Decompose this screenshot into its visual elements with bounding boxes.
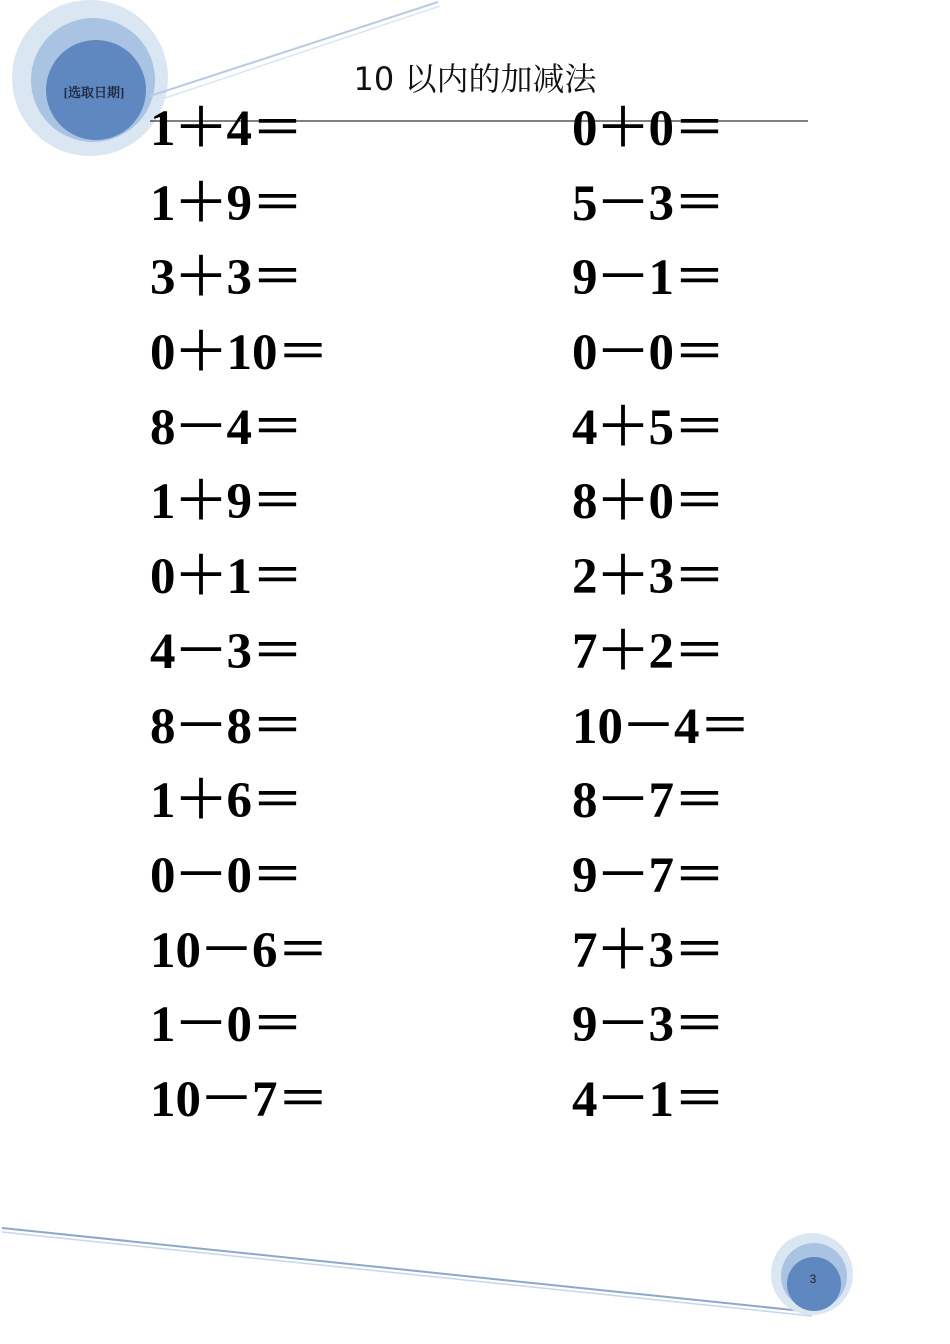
page-number: 3 (809, 1272, 817, 1286)
problem-item: 0－0＝ (150, 847, 304, 904)
problem-item: 4＋5＝ (572, 399, 726, 456)
problem-column-left (150, 99, 329, 1145)
problem-item: 8－7＝ (572, 773, 726, 830)
problem-item: 7＋3＝ (572, 922, 726, 979)
problem-item: 4－3＝ (150, 623, 304, 680)
problem-item: 7＋2＝ (572, 623, 726, 680)
date-placeholder[interactable]: [选取日期] (63, 85, 125, 100)
problem-item: 2＋3＝ (572, 549, 726, 606)
problem-item: 8－8＝ (150, 698, 304, 755)
problem-item: 0－0＝ (572, 325, 726, 382)
problem-item: 8＋0＝ (572, 474, 726, 531)
problem-item: 1＋9＝ (150, 474, 304, 531)
problem-item: 9－1＝ (572, 250, 726, 307)
problem-item: 1＋4＝ (150, 101, 304, 157)
footer-diagonal-line-2 (2, 1232, 812, 1316)
page-title: 10 以内的加减法 (353, 60, 597, 98)
problem-item: 0＋0＝ (572, 101, 726, 157)
problem-item: 9－3＝ (572, 997, 726, 1054)
footer-diagonal-line (2, 1228, 812, 1312)
problem-column-right (572, 99, 751, 1145)
problem-item: 10－7＝ (150, 1071, 329, 1128)
problem-item: 1＋9＝ (150, 175, 304, 232)
problem-item: 5－3＝ (572, 175, 726, 232)
problem-item: 1＋6＝ (150, 773, 304, 830)
problem-item: 10－4＝ (572, 698, 751, 755)
problem-item: 0＋10＝ (150, 325, 329, 382)
problem-item: 10－6＝ (150, 922, 329, 979)
problem-item: 4－1＝ (572, 1071, 726, 1128)
problem-item: 9－7＝ (572, 847, 726, 904)
problem-item: 0＋1＝ (150, 549, 304, 606)
problem-item: 3＋3＝ (150, 250, 304, 307)
problem-item: 8－4＝ (150, 399, 304, 456)
problem-item: 1－0＝ (150, 997, 304, 1054)
